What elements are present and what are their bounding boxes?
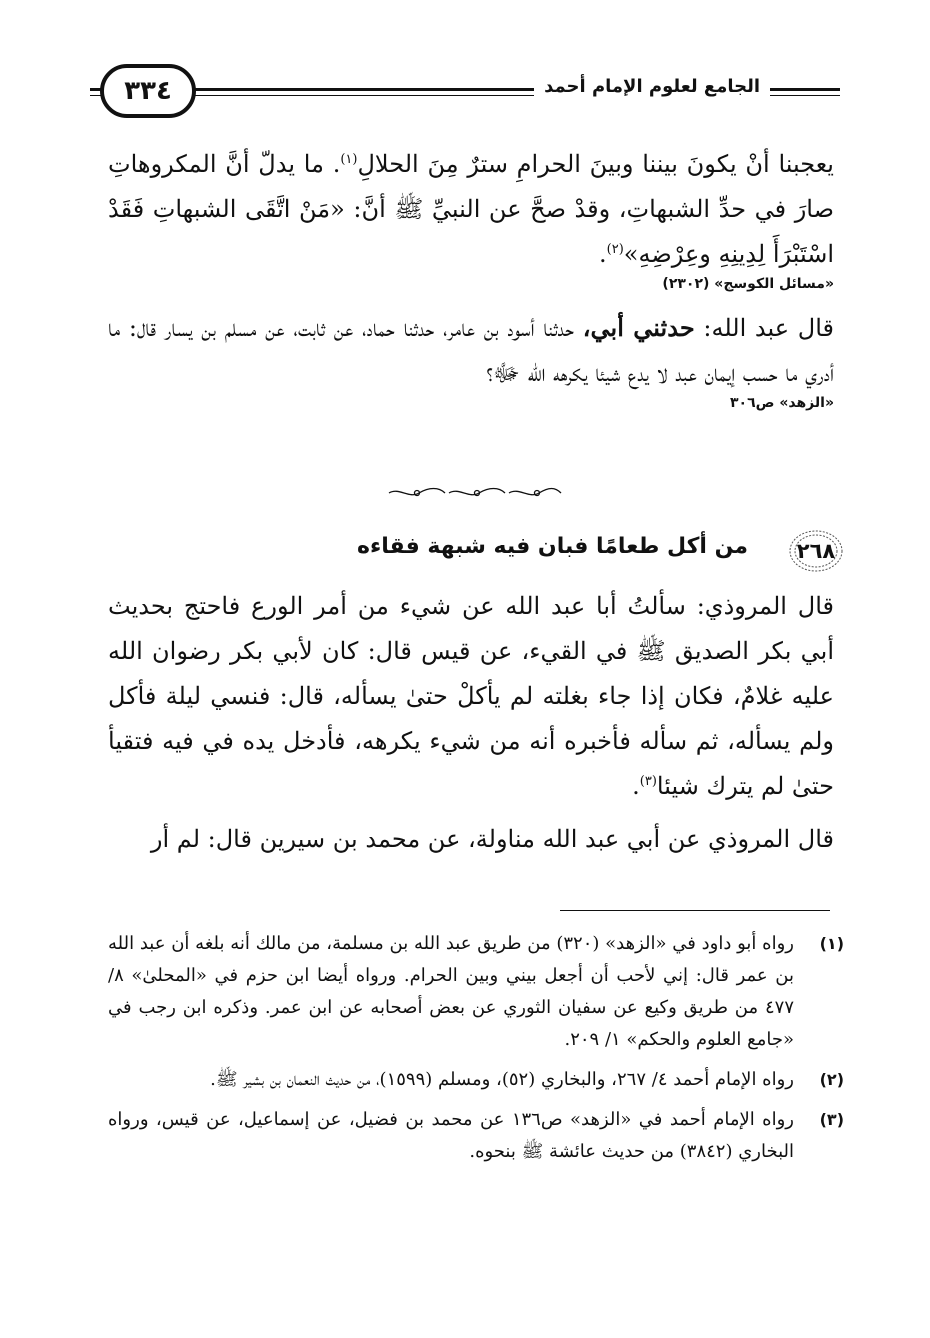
source-reference-2: «الزهد» ص٣٠٦	[730, 395, 834, 411]
body-text-section	[108, 584, 834, 862]
footnote-text: رواه الإمام أحمد في «الزهد» ص١٣٦ عن محمد بن فضيل، عن إسماعيل، عن قيس، ورواه البخاري (٣٨٤٢) من حديث عائشة ﷺ بنحوه.	[108, 1109, 794, 1162]
page-header	[100, 64, 840, 124]
footnote	[108, 1064, 844, 1096]
footnotes	[108, 928, 844, 1176]
section-number-badge	[788, 528, 844, 574]
footnote-ref-1[interactable]: (١)	[340, 152, 358, 167]
footnote-ref-2[interactable]: (٢)	[606, 242, 624, 257]
footnote	[108, 928, 844, 1056]
paragraph-1: يعجبنا أنْ يكونَ بيننا وبينَ الحرامِ سترٌ مِنَ الحلالِ$^{(١)}$. ما يدلّ أنَّ المكروهاتِ صارَ في حدِّ الشبهاتِ، وقدْ صحَّ عن النبيِّ ﷺ أنَّ: «مَنْ اتَّقَى الشبهاتِ فَقَدْ اسْتَبْرَأَ لِدِينِهِ وعِرْضِهِ»$^{(٢)}$.	[108, 150, 834, 268]
footnote-number: (٣)	[819, 1110, 844, 1129]
ornament-divider	[385, 486, 565, 500]
paragraph-3: قال المروذي: سألتُ أبا عبد الله عن شيء من أمر الورع فاحتج بحديث أبي بكر الصديق ﷺ في القيء، عن قيس قال: كان لأبي بكر رضوان الله عليه غلامٌ، فكان إذا جاء بغلته لم يأكلْ حتىٰ يسأله، قال: فنسي ليلة فأكل ولم يسأله، ثم سأله فأخبره أنه من شيء يكرهه، فأدخل يده في فيه فتقيأ حتىٰ لم يترك شيئا$^{(٣)}$.	[108, 592, 834, 800]
footnote-text: رواه أبو داود في «الزهد» (٣٢٠) من طريق عبد الله بن مسلمة، من مالك أنه بلغه أن عبد الله بن عمر قال: إني لأحب أن أجعل بيني وبين الحرام. ورواه أيضا ابن حزم في «المحلىٰ» ٨/ ٤٧٧ من طريق وكيع عن سفيان الثوري عن بعض أصحابه عن ابن عمر. وذكره ابن رجب في «جامع العلوم والحكم» ١/ ٢٠٩.	[108, 933, 794, 1050]
footnote	[108, 1104, 844, 1168]
footnote-number: (٢)	[819, 1070, 844, 1089]
footnote-separator	[560, 910, 830, 911]
body-text-top	[108, 142, 834, 424]
source-reference-1: «مسائل الكوسج» (٢٣٠٢)	[662, 276, 834, 292]
paragraph-2: قال عبد الله: حدثني أبي، حدثنا أسود بن عامر، حدثنا حماد، عن ثابت، عن مسلم بن يسار قال: ما أدري ما حسب إيمان عبد لا يدع شيئا يكرهه الله ﷻ؟	[108, 313, 835, 387]
page-number: ٣٣٤	[100, 64, 196, 118]
section-number: ٢٦٨	[796, 539, 836, 563]
footnote-number: (١)	[819, 934, 844, 953]
book-title: الجامع لعلوم الإمام أحمد	[534, 76, 770, 97]
section-title: من أكل طعامًا فبان فيه شبهة فقاءه	[357, 534, 748, 559]
section-heading	[108, 528, 844, 574]
paragraph-4: قال المروذي عن أبي عبد الله مناولة، عن محمد بن سيرين قال: لم أر	[150, 825, 834, 853]
footnote-text: رواه الإمام أحمد ٤/ ٢٦٧، والبخاري (٥٢)، ومسلم (١٥٩٩)، من حديث النعمان بن بشير ﷺ.	[210, 1069, 794, 1090]
footnote-ref-3[interactable]: (٣)	[639, 774, 657, 789]
